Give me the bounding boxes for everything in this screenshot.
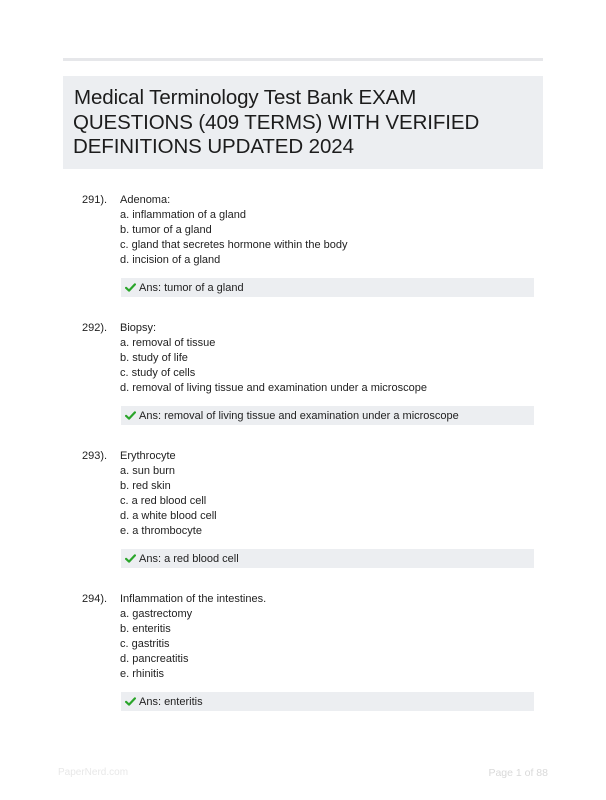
question-body <box>120 592 540 682</box>
answer-option: b. study of life <box>120 352 188 364</box>
question-prompt: Adenoma: <box>120 194 171 206</box>
option-list <box>120 464 540 539</box>
question-number: 292). <box>82 322 108 334</box>
title-line: QUESTIONS (409 TERMS) WITH VERIFIED <box>73 110 480 134</box>
check-icon <box>125 410 136 421</box>
question-prompt: Inflammation of the intestines. <box>120 593 267 605</box>
answer-box <box>121 278 534 297</box>
title-line: Medical Terminology Test Bank EXAM <box>74 86 417 109</box>
answer-box <box>121 692 534 711</box>
option-list <box>120 208 540 268</box>
question-body <box>120 449 540 539</box>
answer-option: c. study of cells <box>120 367 196 379</box>
check-icon <box>125 553 136 564</box>
answer-option: a. inflammation of a gland <box>120 209 246 221</box>
answer-option: d. incision of a gland <box>120 254 221 266</box>
option-list <box>120 607 540 682</box>
document-title <box>73 86 535 160</box>
question-prompt: Biopsy: <box>120 322 157 334</box>
answer-box <box>121 406 534 425</box>
answer-option: a. removal of tissue <box>120 337 216 349</box>
question-body <box>120 321 540 396</box>
check-icon <box>125 696 136 707</box>
answer-option: d. pancreatitis <box>120 653 189 665</box>
question-number: 291). <box>82 194 108 206</box>
answer-text: Ans: enteritis <box>139 695 203 708</box>
answer-option: c. a red blood cell <box>120 495 207 507</box>
answer-option: b. red skin <box>120 480 171 492</box>
page-indicator: Page 1 of 88 <box>488 767 548 779</box>
title-banner <box>63 76 543 169</box>
answer-option: e. a thrombocyte <box>120 525 202 537</box>
answer-text: Ans: a red blood cell <box>139 552 239 565</box>
answer-option: a. gastrectomy <box>120 608 193 620</box>
top-divider <box>63 58 543 61</box>
footer-watermark: PaperNerd.com <box>58 767 129 778</box>
answer-option: d. a white blood cell <box>120 510 217 522</box>
question-number: 293). <box>82 450 108 462</box>
question-prompt: Erythrocyte <box>120 450 176 462</box>
answer-option: d. removal of living tissue and examination under a microscope <box>120 382 427 394</box>
answer-option: c. gland that secretes hormone within the body <box>120 239 348 251</box>
question-number: 294). <box>82 593 108 605</box>
answer-option: b. enteritis <box>120 623 171 635</box>
check-icon <box>125 282 136 293</box>
answer-option: a. sun burn <box>120 465 176 477</box>
answer-option: b. tumor of a gland <box>120 224 212 236</box>
answer-text: Ans: removal of living tissue and examination under a microscope <box>139 409 459 422</box>
answer-option: e. rhinitis <box>120 668 165 680</box>
answer-box <box>121 549 534 568</box>
question-body <box>120 193 540 268</box>
title-line: DEFINITIONS UPDATED 2024 <box>73 135 354 158</box>
option-list <box>120 336 540 396</box>
answer-text: Ans: tumor of a gland <box>139 281 244 294</box>
answer-option: c. gastritis <box>120 638 170 650</box>
